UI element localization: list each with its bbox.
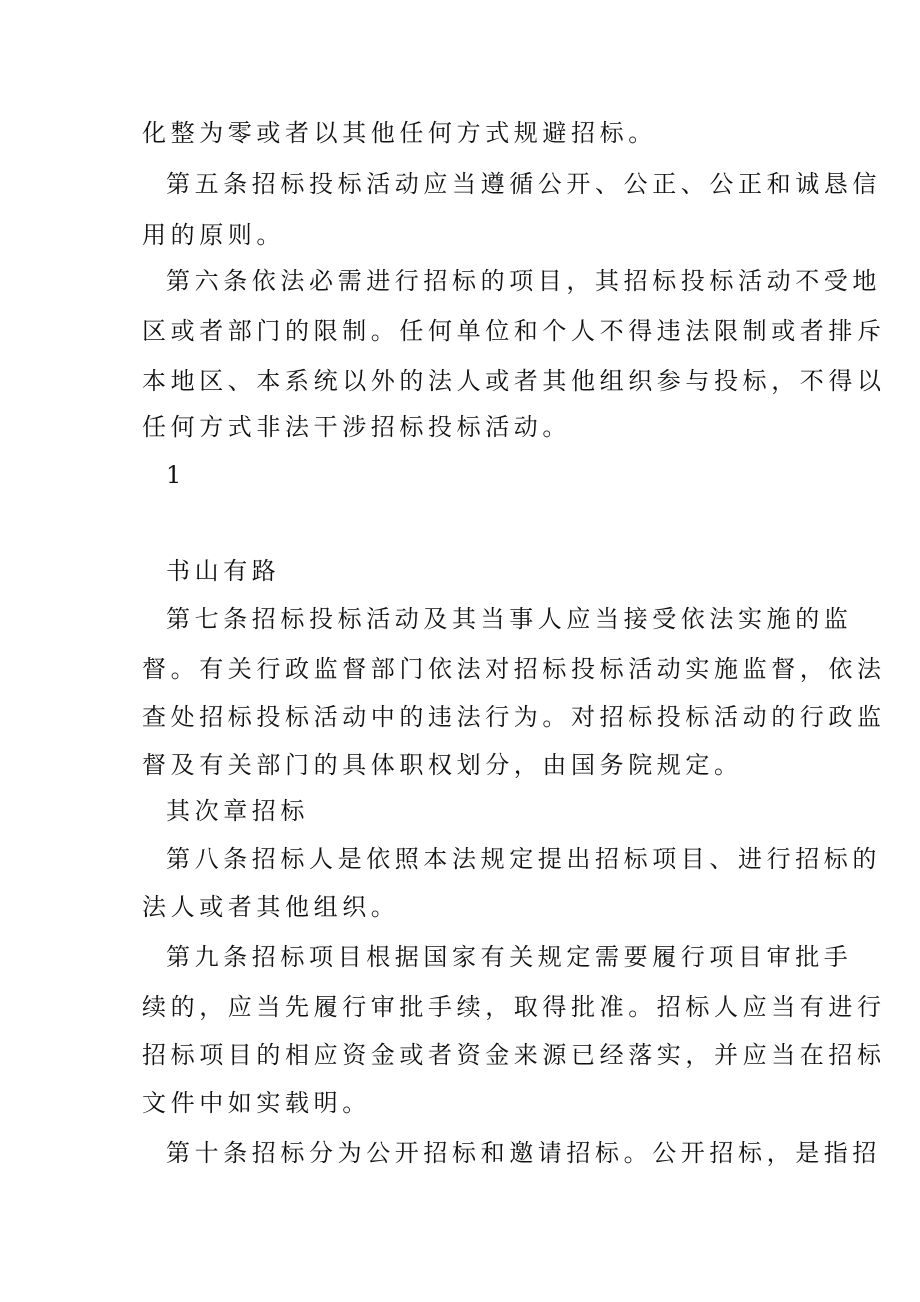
header-text: 书山有路	[166, 557, 281, 585]
text-line: 续的，应当先履行审批手续，取得批准。招标人应当有进行	[142, 993, 886, 1021]
text-line: 第五条招标投标活动应当遵循公开、公正、公正和诚恳信	[166, 170, 881, 198]
text-line: 招标项目的相应资金或者资金来源已经落实，并应当在招标	[142, 1041, 886, 1069]
text-line: 第九条招标项目根据国家有关规定需要履行项目审批手	[166, 943, 853, 971]
text-line: 法人或者其他组织。	[142, 893, 400, 921]
text-line: 督及有关部门的具体职权划分，由国务院规定。	[142, 751, 743, 779]
page-number: 1	[166, 461, 182, 489]
text-line: 化整为零或者以其他任何方式规避招标。	[142, 119, 657, 147]
text-line: 文件中如实载明。	[142, 1089, 371, 1117]
text-line: 督。有关行政监督部门依法对招标投标活动实施监督，依法	[142, 655, 886, 683]
text-line: 本地区、本系统以外的法人或者其他组织参与投标，不得以	[142, 367, 886, 395]
chapter-heading: 其次章招标	[166, 797, 309, 825]
text-line: 第六条依法必需进行招标的项目，其招标投标活动不受地	[166, 267, 881, 295]
text-line: 第七条招标投标活动及其当事人应当接受依法实施的监	[166, 605, 853, 633]
text-line: 第八条招标人是依照本法规定提出招标项目、进行招标的	[166, 845, 881, 873]
text-line: 查处招标投标活动中的违法行为。对招标投标活动的行政监	[142, 703, 886, 731]
text-line: 第十条招标分为公开招标和邀请招标。公开招标，是指招	[166, 1139, 881, 1167]
text-line: 任何方式非法干涉招标投标活动。	[142, 413, 571, 441]
text-line: 区或者部门的限制。任何单位和个人不得违法限制或者排斥	[142, 317, 886, 345]
text-line: 用的原则。	[142, 221, 285, 249]
